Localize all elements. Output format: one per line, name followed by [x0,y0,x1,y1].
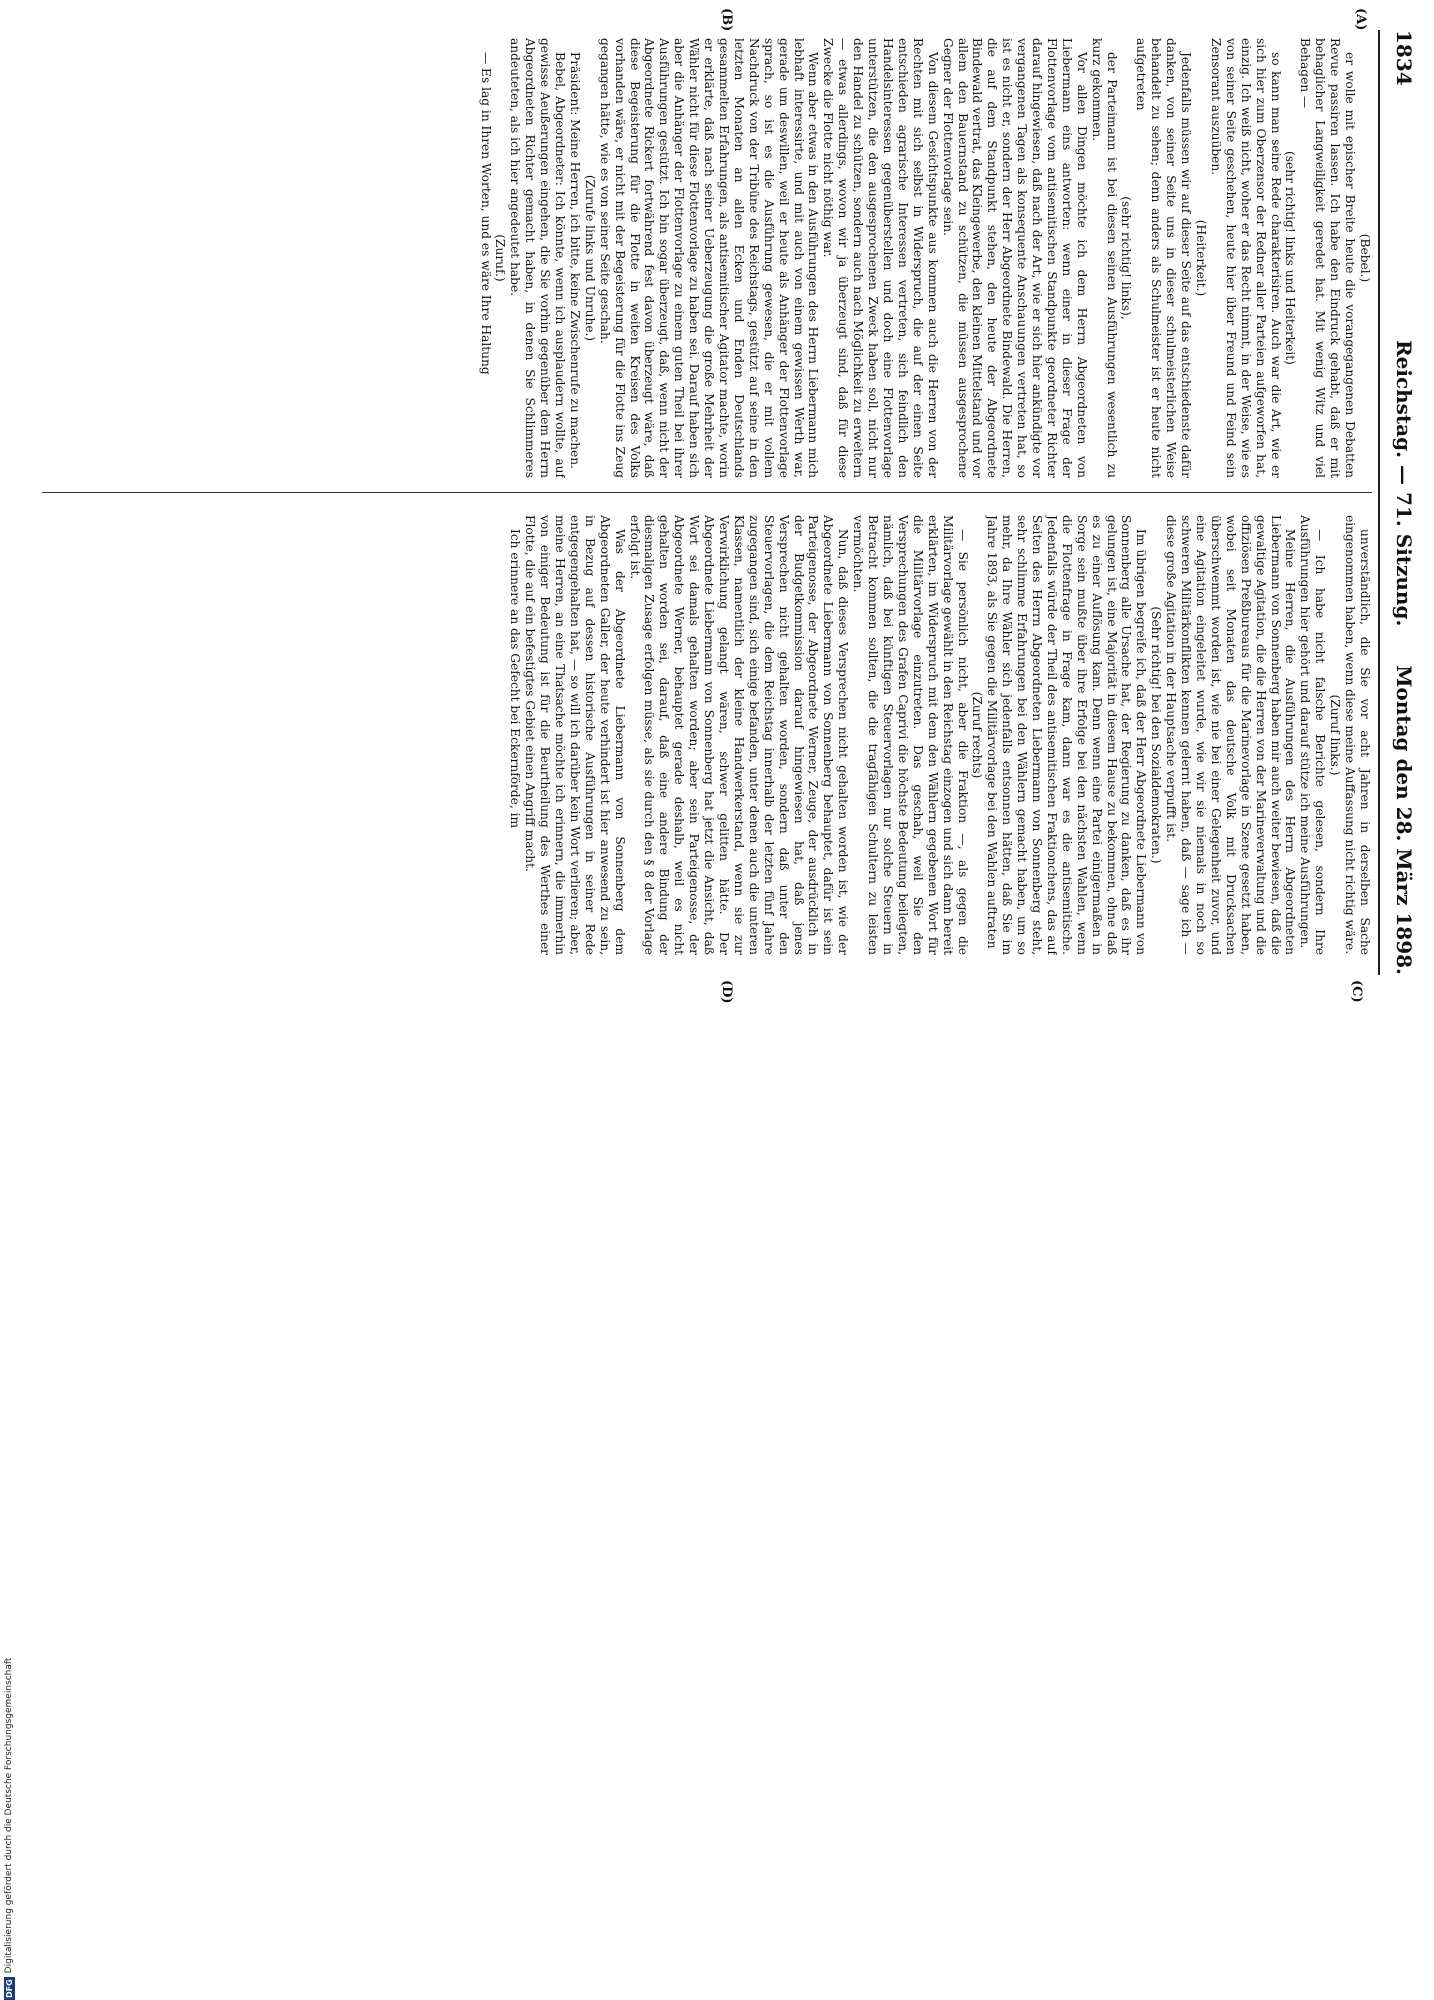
paragraph: so kann man seine Rede charakterisiren. Auch war die Art, wie er sich hier zum Oberzensor der Redner aller Parteien aufgeworfen hat, einzig. Ich weiß nicht, woher er das Recht nimmt, in der Weise, wie es von seiner Seite geschehen, heute hier über Freund und Feind sein Zensorant auszuüben. [1208,38,1283,478]
margin-marker-b: (B) [719,8,734,32]
paragraph: Nun, daß dieses Versprechen nicht gehalten worden ist, wie der Abgeordnete Liebermann von Sonnenberg behauptet, dafür ist sein Parteigenosse, der Abgeordnete Werner, Zeuge, der ausdrücklich in der Budgetkommission darauf hingewiesen hat, daß jenes Versprechen nicht gehalten worden, sondern daß unter den Steuervorlagen, die dem Reichstag innerhalb der letzten fünf Jahre zugegangen sind, sich einige befanden, unter denen auch die unteren Klassen, namentlich der kleine Handwerkerstand, wenn sie zur Verwirklichung gelangt wären, schwer gelitten hätte. Der Abgeordnete Liebermann von Sonnenberg hat jetzt die Ansicht, daß Wort sei damals gehalten worden; aber sein Parteigenosse, der Abgeordnete Werner, behauptet gerade deshalb, weil es nicht gehalten worden sei, darauf, daß eine andere Bindung der diesmaligen Zusage erfolgen müsse, als sie durch den § 8 der Vorlage erfolgt ist. [627,515,851,955]
paragraph: Ich erinnere an das Gefecht bei Eckernförde, im [508,529,523,829]
paragraph: — Es lag in Ihren Worten, und es wäre Ihre Haltung [478,52,493,375]
paragraph: Wenn aber etwas in den Ausführungen des Herrn Liebermann mich lebhaft interessirte, und mit auch von einem gewissen Werth war, gerade um deswillen, weil er heute als Anhänger der Flottenvorlage sprach, so ist es die Ausführung gewesen, die er mit vollem Nachdruck von der Tribüne des Reichstags, gestützt auf seine in den letzten Monaten an allen Ecken und Enden Deutschlands gesammelten Erfahrungen, als antisemitischer Agitator machte, worin er erklärte, daß nach seiner Ueberzeugung die große Mehrheit der Wähler nicht für diese Flottenvorlage zu haben sei. Darauf haben sich aber die Anhänger der Flottenvorlage zu einem guten Theil bei ihrer Ausführungen gestützt. Ich bin sogar überzeugt, daß, wenn nicht der Abgeordnete Rickert fortwährend fest davon überzeugt wäre, daß diese Begeisterung für die Flotte in weiten Kreisen des Volks vorhanden wäre, er nicht mit der Begeisterung für die Flotte ins Zeug gegangen hätte, wie es von seiner Seite geschah. [597,38,821,478]
margin-marker-c: (C) [1349,980,1364,1003]
interjection: (Zuruf.) [493,234,508,282]
interjection: (Zuruf rechts) [970,691,985,779]
interjection: (Sehr richtig! bei den Sozialdemokraten.) [1149,606,1164,864]
paragraph: Im übrigen begreife ich, daß der Herr Abgeordnete Liebermann von Sonnenberg alle Ursache hat, der Regierung zu danken, daß es ihr gelungen ist, eine Majorität in diesem Hause zu bekommen, ohne daß es zu einer Auflösung kam. Denn wenn eine Partei einigermaßen in Sorge sein mußte über ihre Erfolge bei den nächsten Wahlen, wenn die Flottenfrage in Frage kam, dann war es die antisemitische. Jedenfalls würde der Theil des antisemitischen Fraktionchens, das auf Seiten des Herrn Abgeordneten Liebermann von Sonnenberg steht, sehr schlimme Erfahrungen bei den Wählern gemacht haben, um so mehr, da Ihre Wähler sich jedenfalls entsonnen hätten, daß Sie im Jahre 1893, als Sie gegen die Militärvorlage bei den Wahlen auftraten [985,515,1149,955]
left-text-column [42,38,1372,478]
paragraph: Jedenfalls müssen wir auf dieser Seite auf das entschiedenste dafür danken, von seiner Seite uns in dieser schulmeisterlichen Weise behandelt zu sehen; denn anders als Schulmeister ist er heute nicht aufgetreten [1134,38,1194,478]
paragraph: unverständlich, die Sie vor acht Jahren in derselben Sache eingenommen haben, wenn diese meine Auffassung nicht richtig wäre. [1343,515,1372,955]
paragraph: Meine Herren, die Ausführungen des Herrn Abgeordneten Liebermann von Sonnenberg haben mir auch weiter bewiesen, daß die gewaltige Agitation, die die Herren von der Marineverwaltung und die offiziösen Preßbureaus für die Marinevorlage in Szene gesetzt haben, wobei seit Monaten das deutsche Volk mit Drucksachen überschwemmt worden ist, wie nie bei einer Gelegenheit zuvor, und eine Agitation eingeleitet wurde, wie wir sie niemals in noch so schweren Militärkonflikten kennen gelernt haben, daß — sage ich — diese große Agitation in der Hauptsache verpufft ist. [1164,515,1298,955]
paragraph: der Parteimann ist bei diesen seinen Ausführungen wesentlich zu kurz gekommen. [1089,38,1119,478]
paragraph: Präsident: Meine Herren, ich bitte, keine Zwischenrufe zu machen. [567,52,582,469]
margin-marker-a: (A) [1353,8,1368,31]
paragraph: — Sie persönlich nicht, aber die Fraktion —, als gegen die Militärvorlage gewählt in den Reichstag einzogen und sich dann bereit erklärten, im Widerspruch mit dem den Wählern gegebenen Wort für die Militärvorlage einzutreten. Das geschah, weil Sie den Versprechungen des Grafen Caprivi die höchste Bedeutung beilegten, nämlich, daß bei künftigen Steuervorlagen nur solche Steuern in Betracht kommen sollten, die die tragfähigen Schultern zu leisten vermöchten. [851,515,970,955]
session-title: Reichstag. — 71. Sitzung. [1392,340,1416,627]
speaker-label: (Bebel.) [1358,233,1372,283]
interjection: (sehr richtig! links und Heiterkeit) [1283,151,1298,365]
interjection: (Zuruf links.) [1328,694,1343,776]
column-divider [42,492,1372,493]
page-header [1378,30,1424,975]
paragraph: er wolle mit epischer Breite heute die vorangegangenen Debatten Revue passiren lassen. Ich habe den Eindruck gehabt, daß er mit behaglicher Langweiligkeit geredet hat. Mit wenig Witz und viel Behagen — [1298,38,1358,478]
paragraph: Von diesem Gesichtspunkte aus kommen auch die Herren von der Rechten mit sich selbst in Widerspruch, die auf der einen Seite entschieden agrarische Interessen vertreten, sich feindlich den Handelsinteressen gegenüberstellen und doch eine Flottenvorlage unterstützen, die den ausgesprochenen Zweck haben soll, nicht nur den Handel zu schützen, sondern auch nach Möglichkeit zu erweitern — etwas allerdings, wovon wir ja überzeugt sind, daß für diese Zwecke die Flotte nicht nöthig war. [821,38,940,478]
interjection: (sehr richtig! links), [1119,196,1134,320]
interjection: (Zurufe links und Unruhe.) [582,174,597,342]
paragraph: Bebel, Abgeordneter: Ich könnte, wenn ich ausplaudern wollte, auf gewisse Aeußerungen eingehen, die Sie vorhin gegenüber dem Herrn Abgeordneten Richter gemacht haben, in denen Sie Schlimmeres andeuteten, als ich hier angedeutet habe. [508,38,568,478]
dfg-credit [2,1600,16,2000]
dfg-logo-icon: DFG [4,1979,14,1998]
paragraph: — Ich habe nicht falsche Berichte gelesen, sondern Ihre Ausführungen hier gehört und darauf stütze ich meine Ausführungen. [1298,515,1328,955]
paragraph: Was der Abgeordnete Liebermann von Sonnenberg dem Abgeordneten Galler, der heute verhindert ist hier anwesend zu sein, in Bezug auf dessen historische Ausführungen in seiner Rede entgegengehalten hat, — so will ich darüber kein Wort verlieren; aber, meine Herren, an eine Thatsache möchte ich erinnern, die immerhin von einiger Bedeutung ist für die Beurtheilung des Werthes einer Flotte, die auf ein befestigtes Gebiet einen Angriff macht. [523,515,627,955]
session-date: Montag den 28. März 1898. [1392,665,1416,975]
credit-text: Digitalisierung gefördert durch die Deutsche Forschungsgemeinschaft [4,1657,14,1974]
paragraph: Vor allen Dingen möchte ich dem Herrn Abgeordneten von Liebermann eins antworten: wenn einer in dieser Frage der Flottenvorlage vom antisemitischen Standpunkte geordneter Richter darauf hingewiesen, daß nach der Art, wie er sich hier ankündigte vor vergangenen Tagen als konsequente Anschauungen vertreten hat, so ist es nicht er, sondern der Herr Abgeordnete Bindewald. Die Herren, die auf dem Standpunkt stehen, den heute der Abgeordnete Bindewald vertrat, das Kleingewerbe, den kleinen Mittelstand und vor allem den Bauernstand zu schützen, die müssen ausgesprochene Gegner der Flottenvorlage sein. [940,38,1089,478]
interjection: (Heiterkeit.) [1194,219,1209,297]
margin-marker-d: (D) [719,980,734,1004]
right-text-column [42,515,1372,955]
page-number: 1834 [1392,30,1416,86]
